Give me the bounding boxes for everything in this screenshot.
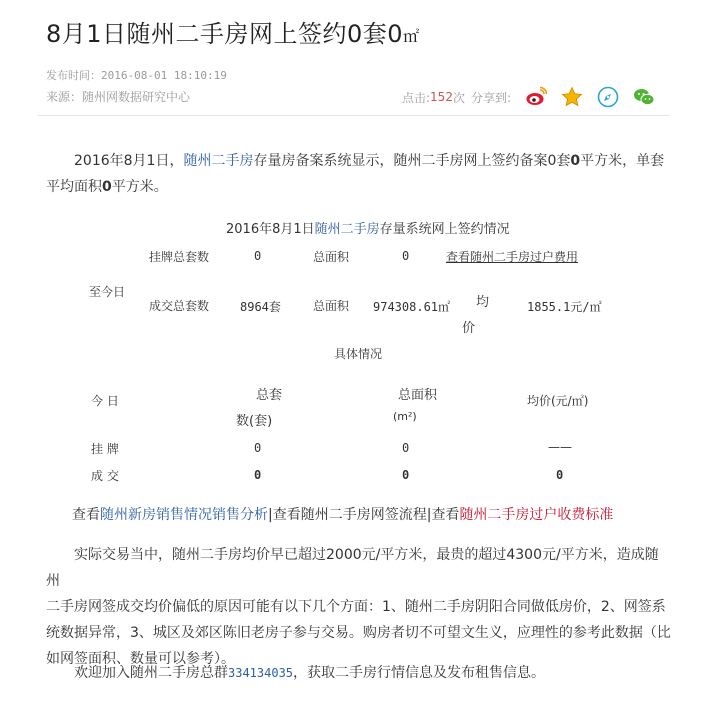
detail-row-listing-area: 0 (402, 441, 410, 455)
detail-row-deal-sets: 0 (254, 468, 262, 482)
star-icon[interactable] (561, 86, 583, 108)
transfer-fee-standard-link[interactable]: 随州二手房过户收费标准 (459, 507, 614, 523)
detail-row-listing-sets: 0 (254, 441, 262, 455)
publish-time (46, 67, 227, 83)
intro-date: 2016年8月1日， (74, 153, 184, 169)
summary-title-suffix: 存量系统网上签约情况 (379, 222, 510, 237)
intro-text-3: 平方米。 (111, 179, 168, 195)
links-prefix-1: 查看 (72, 507, 100, 523)
detail-col-avg: 均价(元/㎡) (527, 394, 589, 408)
group-number-link[interactable]: 334134035 (228, 666, 294, 680)
article-title (46, 14, 420, 49)
detail-row-deal-area: 0 (402, 468, 410, 482)
deal-count-value: 8964套 (240, 300, 281, 314)
hits-label: 点击: (402, 90, 431, 105)
deal-area-value: 974308.61㎡ (373, 300, 451, 314)
analysis-line-1-text: 实际交易当中，随州二手房均价早已超过2000元/平方米，最贵的超过4300元/平方米，造成随州 (46, 547, 659, 589)
links-separator-1: | (268, 507, 273, 523)
header-divider (38, 115, 670, 116)
intro-text-1: 存量房备案系统显示，随州二手房网上签约备案0套 (253, 153, 571, 169)
detail-row-deal-label: 成 交 (91, 469, 119, 483)
weibo-icon[interactable] (525, 86, 547, 108)
title-text: 8月1日随州二手房网上签约0套0 (46, 20, 404, 48)
source-label: 来源： (46, 90, 83, 104)
detail-col-area-top: 总面积 (398, 388, 438, 403)
detail-row-listing-avg: —— (548, 440, 572, 454)
related-links-line (72, 502, 672, 528)
summary-title-link[interactable]: 随州二手房 (314, 222, 380, 237)
group-invite-line (46, 660, 672, 686)
intro-text-2: 平方米，单套平均面积 (46, 153, 665, 195)
title-unit: ㎡ (403, 27, 420, 46)
publish-value: 2016-08-01 18:10:19 (101, 69, 227, 82)
links-prefix-3: 查看 (431, 507, 460, 523)
analysis-paragraph (46, 542, 672, 672)
transfer-fee-link[interactable]: 查看随州二手房过户费用 (446, 250, 579, 264)
analysis-line-4: 如网签面积、数量可以参考）。 (46, 651, 235, 667)
analysis-line-1 (46, 542, 672, 594)
wechat-icon[interactable] (633, 86, 655, 108)
detail-table-title: 具体情况 (334, 347, 383, 361)
group-suffix: ，获取二手房行情信息及发布租售信息。 (293, 665, 546, 681)
analysis-line-3: 统数据异常，3、城区及郊区陈旧老房子参与交易。购房者切不可望文生义，应理性的参考此数据（比 (46, 625, 671, 641)
article-source (46, 88, 190, 105)
detail-col-sets-bottom: 数(套) (236, 414, 273, 429)
group-prefix: 欢迎加入随州二手房总群 (74, 665, 228, 681)
listing-count-label: 挂牌总套数 (149, 250, 210, 264)
avg-price-value: 1855.1元/㎡ (527, 300, 602, 314)
online-signing-process-link[interactable]: 随州二手房网签流程 (300, 507, 427, 523)
detail-col-sets-top: 总套 (256, 388, 283, 403)
to-date-label: 至今日 (89, 285, 126, 299)
listing-count-value: 0 (254, 249, 262, 263)
avg-label-top: 均 (476, 295, 490, 310)
hits-count: 152 (430, 90, 453, 104)
analysis-line-2: 二手房网签成交均价偏低的原因可能有以下几个方面：1、随州二手房阴阳合同做低房价，2、网签系 (46, 599, 666, 615)
summary-table-title (226, 218, 510, 237)
links-separator-2: | (426, 507, 432, 523)
qq-icon[interactable] (597, 86, 619, 108)
detail-col-area-bottom: (m²) (393, 410, 417, 423)
new-house-sales-link[interactable]: 随州新房销售情况销售分析 (100, 507, 268, 523)
deal-count-label: 成交总套数 (149, 299, 210, 313)
listing-area-value: 0 (402, 249, 410, 263)
detail-row-deal-avg: 0 (556, 468, 564, 482)
summary-title-date: 2016年8月1日 (226, 222, 315, 237)
avg-label-bottom: 价 (462, 321, 476, 336)
detail-col-today: 今 日 (91, 394, 119, 408)
listing-area-label: 总面积 (313, 250, 350, 264)
deal-area-label: 总面积 (313, 299, 350, 313)
share-label: 分享到: (470, 90, 512, 105)
intro-avg-area-value: 0 (102, 179, 112, 195)
source-value: 随州网数据研究中心 (82, 90, 191, 104)
intro-link-suizhou-ershoufang[interactable]: 随州二手房 (183, 153, 254, 169)
hits-unit: 次 (452, 90, 465, 105)
publish-label: 发布时间： (46, 69, 101, 82)
links-prefix-2: 查看 (272, 507, 301, 523)
intro-paragraph (46, 148, 672, 200)
detail-row-listing-label: 挂 牌 (91, 442, 119, 456)
share-bar (402, 86, 655, 108)
intro-area-value: 0 (570, 153, 581, 169)
